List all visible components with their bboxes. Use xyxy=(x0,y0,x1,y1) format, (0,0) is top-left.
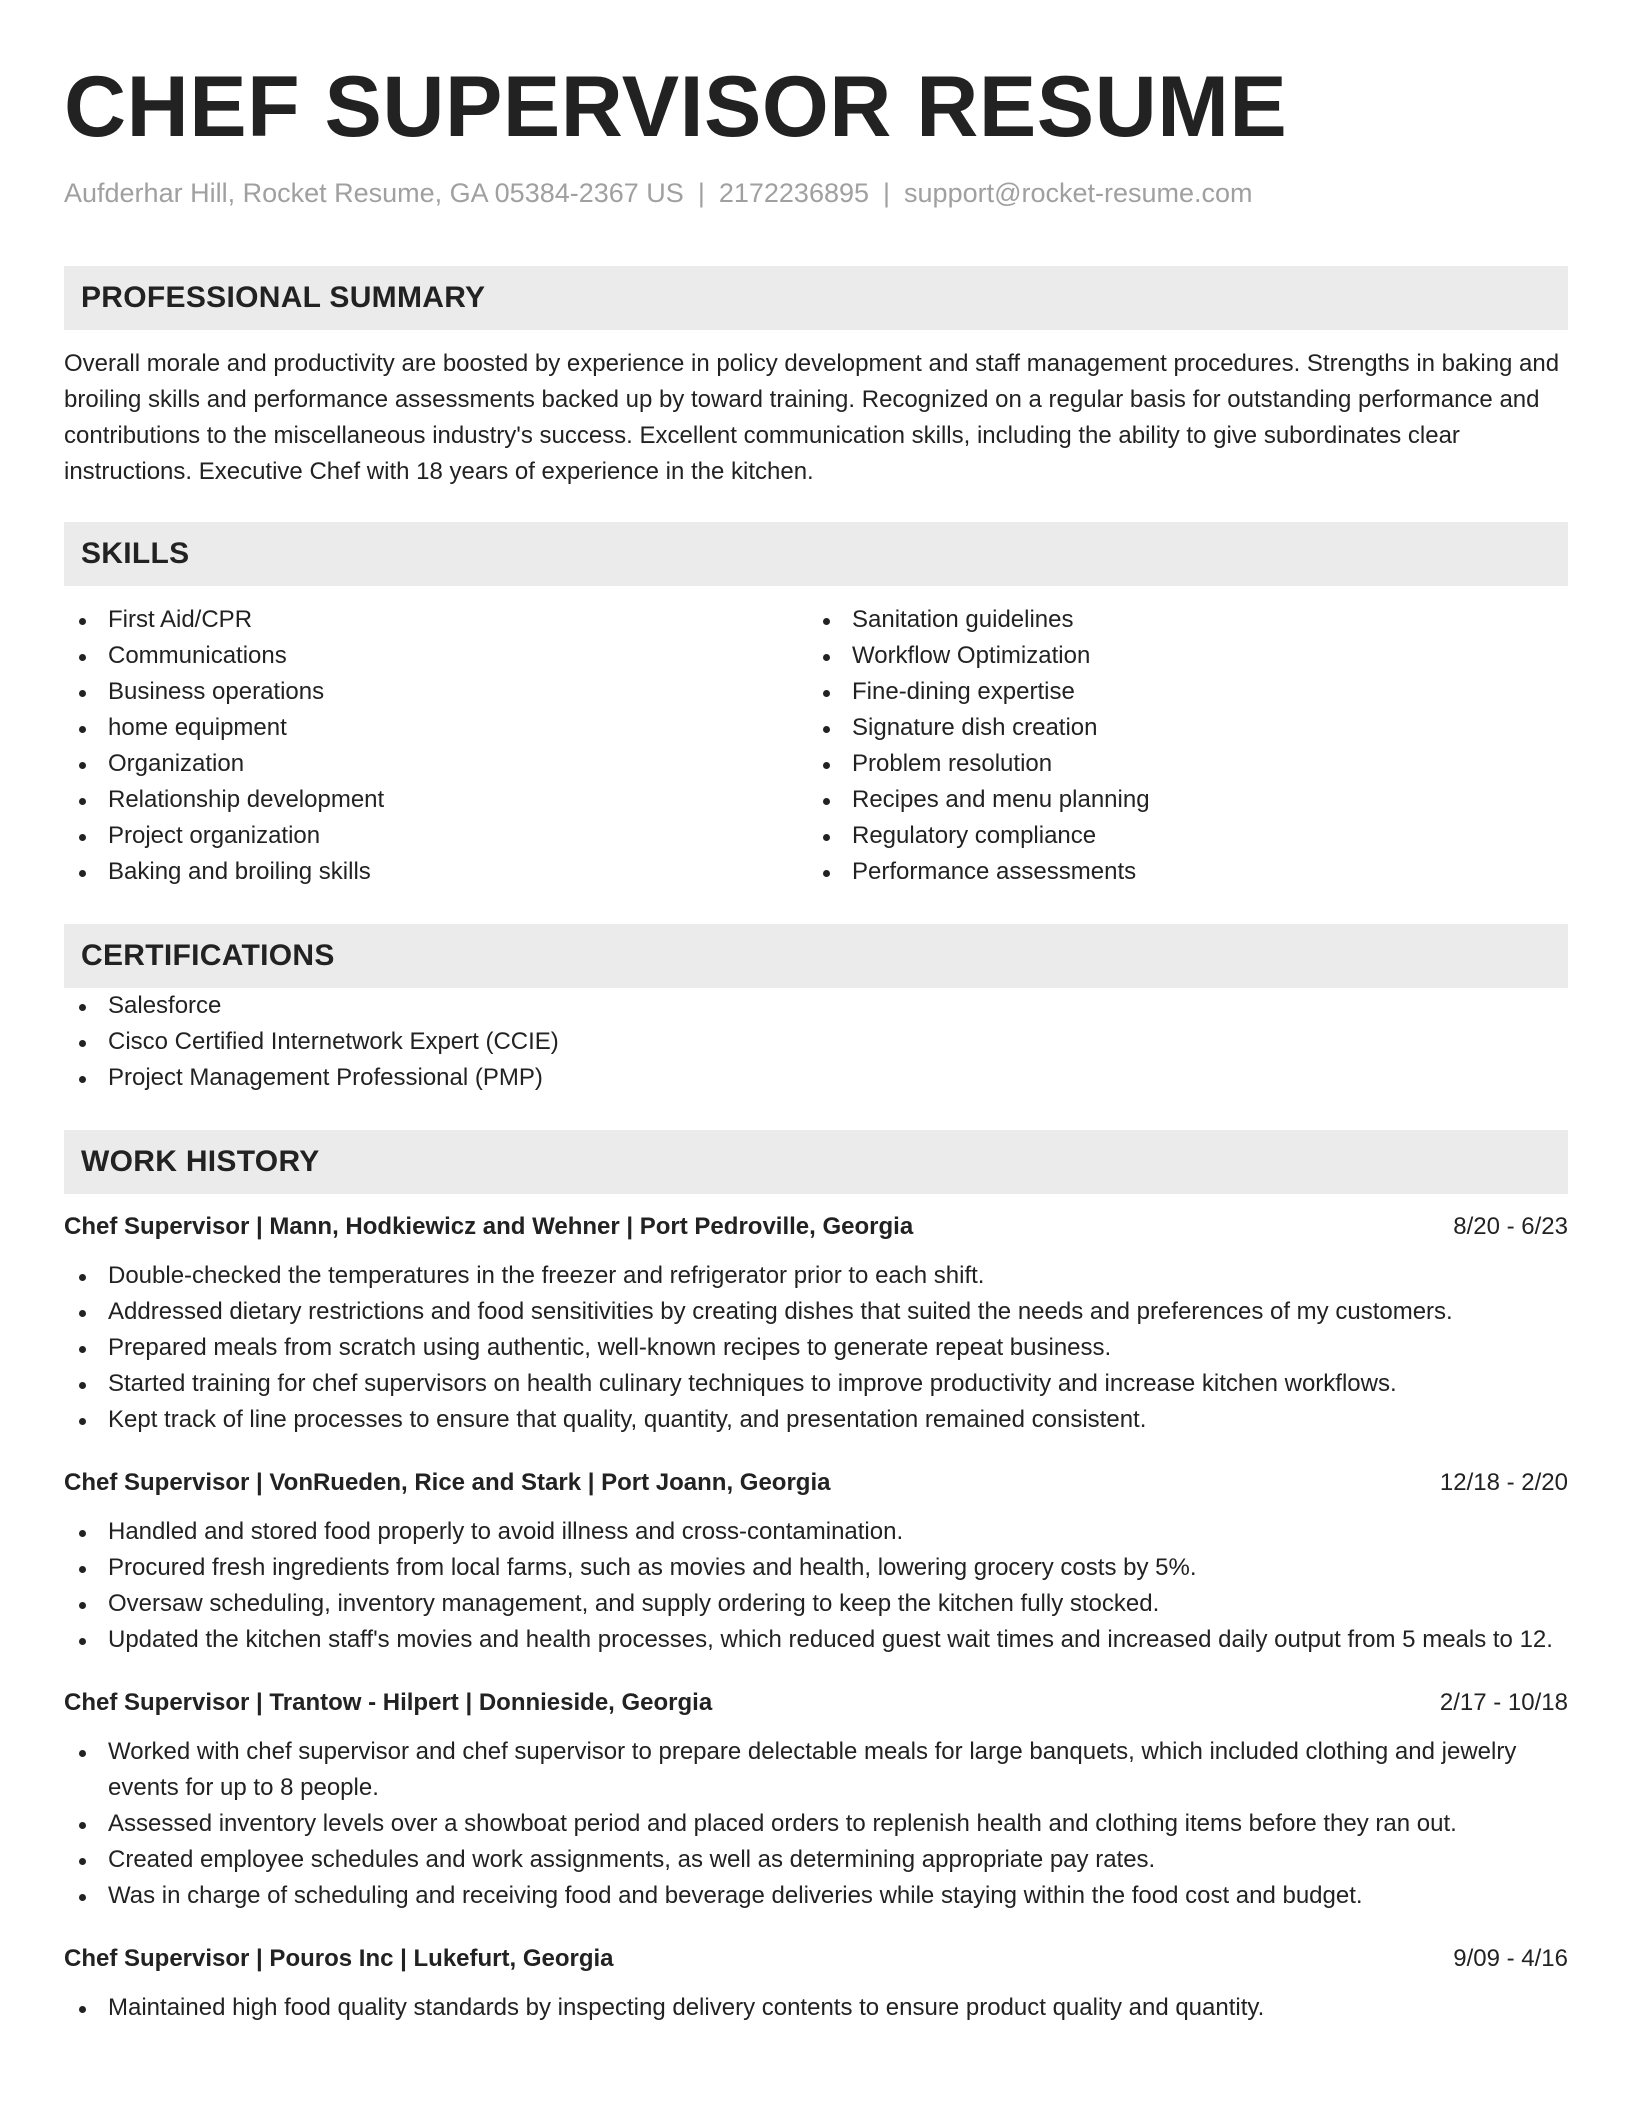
work-history-heading: WORK HISTORY xyxy=(64,1130,1568,1194)
skill-item: Performance assessments xyxy=(808,854,1552,890)
job-duty: Addressed dietary restrictions and food sensitivities by creating dishes that suited the needs and preferences of my customers. xyxy=(64,1294,1568,1330)
job-duty: Started training for chef supervisors on health culinary techniques to improve productivity and increase kitchen workflows. xyxy=(64,1366,1568,1402)
contact-separator: | xyxy=(697,178,705,208)
job-duties xyxy=(64,1990,1568,2026)
job-duties xyxy=(64,1514,1568,1658)
skill-item: Relationship development xyxy=(64,782,808,818)
skill-item: Project organization xyxy=(64,818,808,854)
resume-title: CHEF SUPERVISOR RESUME xyxy=(64,59,1288,155)
job-duty: Prepared meals from scratch using authentic, well-known recipes to generate repeat business. xyxy=(64,1330,1568,1366)
skill-item: Workflow Optimization xyxy=(808,638,1552,674)
skill-item: Fine-dining expertise xyxy=(808,674,1552,710)
job-duty: Was in charge of scheduling and receiving food and beverage deliveries while staying within the food cost and budget. xyxy=(64,1878,1568,1914)
skill-item: Recipes and menu planning xyxy=(808,782,1552,818)
job-dates: 2/17 - 10/18 xyxy=(1439,1689,1568,1716)
certifications-heading: CERTIFICATIONS xyxy=(64,924,1568,988)
skill-item: Communications xyxy=(64,638,808,674)
contact-address: Aufderhar Hill, Rocket Resume, GA 05384-2367 US xyxy=(64,178,684,208)
job-title: Chef Supervisor | Trantow - Hilpert | Donnieside, Georgia xyxy=(64,1689,713,1716)
skills-heading: SKILLS xyxy=(64,522,1568,586)
job-dates: 12/18 - 2/20 xyxy=(1439,1469,1568,1496)
skill-item: Baking and broiling skills xyxy=(64,854,808,890)
job-title: Chef Supervisor | VonRueden, Rice and Stark | Port Joann, Georgia xyxy=(64,1469,831,1496)
job-dates: 8/20 - 6/23 xyxy=(1453,1213,1568,1240)
job-header xyxy=(64,1466,1568,1500)
job-title: Chef Supervisor | Pouros Inc | Lukefurt, Georgia xyxy=(64,1945,614,1972)
job-duty: Maintained high food quality standards by inspecting delivery contents to ensure product quality and quantity. xyxy=(64,1990,1568,2026)
job-duty: Updated the kitchen staff's movies and health processes, which reduced guest wait times and increased daily output from 5 meals to 12. xyxy=(64,1622,1568,1658)
job-header xyxy=(64,1942,1568,1976)
certification-item: Project Management Professional (PMP) xyxy=(64,1060,1568,1096)
contact-separator: | xyxy=(883,178,891,208)
job-duty: Created employee schedules and work assignments, as well as determining appropriate pay rates. xyxy=(64,1842,1568,1878)
job-dates: 9/09 - 4/16 xyxy=(1453,1945,1568,1972)
skill-item: Signature dish creation xyxy=(808,710,1552,746)
summary-text: Overall morale and productivity are boosted by experience in policy development and staff management procedures. Strengths in baking and broiling skills and performance assessments backed up by toward training. Recognized on a regular basis for outstanding performance and contributions to the miscellaneous industry's success. Excellent communication skills, including the ability to give subordinates clear instructions. Executive Chef with 18 years of experience in the kitchen. xyxy=(64,350,1560,485)
summary-heading: PROFESSIONAL SUMMARY xyxy=(64,266,1568,330)
job-header xyxy=(64,1210,1568,1244)
certification-item: Salesforce xyxy=(64,988,1568,1024)
job-title: Chef Supervisor | Mann, Hodkiewicz and Wehner | Port Pedroville, Georgia xyxy=(64,1213,914,1240)
skill-item: Business operations xyxy=(64,674,808,710)
job-duty: Worked with chef supervisor and chef supervisor to prepare delectable meals for large banquets, which included clothing and jewelry events for up to 8 people. xyxy=(64,1734,1568,1806)
job-duty: Oversaw scheduling, inventory management, and supply ordering to keep the kitchen fully stocked. xyxy=(64,1586,1568,1622)
job-duties xyxy=(64,1258,1568,1438)
job-duty: Kept track of line processes to ensure that quality, quantity, and presentation remained consistent. xyxy=(64,1402,1568,1438)
contact-email: support@rocket-resume.com xyxy=(904,178,1253,208)
skills-columns xyxy=(64,602,1568,890)
skill-item: First Aid/CPR xyxy=(64,602,808,638)
job-header xyxy=(64,1686,1568,1720)
skill-item: Regulatory compliance xyxy=(808,818,1552,854)
job-duties xyxy=(64,1734,1568,1914)
job-entry xyxy=(64,1942,1568,2026)
certification-item: Cisco Certified Internetwork Expert (CCIE) xyxy=(64,1024,1568,1060)
job-entry xyxy=(64,1686,1568,1914)
skill-item: Sanitation guidelines xyxy=(808,602,1552,638)
skill-item: Organization xyxy=(64,746,808,782)
skill-item: home equipment xyxy=(64,710,808,746)
job-duty: Assessed inventory levels over a showboat period and placed orders to replenish health and clothing items before they ran out. xyxy=(64,1806,1568,1842)
skill-item: Problem resolution xyxy=(808,746,1552,782)
job-duty: Handled and stored food properly to avoid illness and cross-contamination. xyxy=(64,1514,1568,1550)
skills-list-left xyxy=(64,602,808,890)
certifications-list xyxy=(64,988,1568,1096)
job-duty: Procured fresh ingredients from local farms, such as movies and health, lowering grocery costs by 5%. xyxy=(64,1550,1568,1586)
contact-line xyxy=(64,176,1568,210)
job-duty: Double-checked the temperatures in the freezer and refrigerator prior to each shift. xyxy=(64,1258,1568,1294)
contact-phone: 2172236895 xyxy=(718,178,870,208)
skills-list-right xyxy=(808,602,1552,890)
job-entry xyxy=(64,1210,1568,1438)
job-entry xyxy=(64,1466,1568,1658)
